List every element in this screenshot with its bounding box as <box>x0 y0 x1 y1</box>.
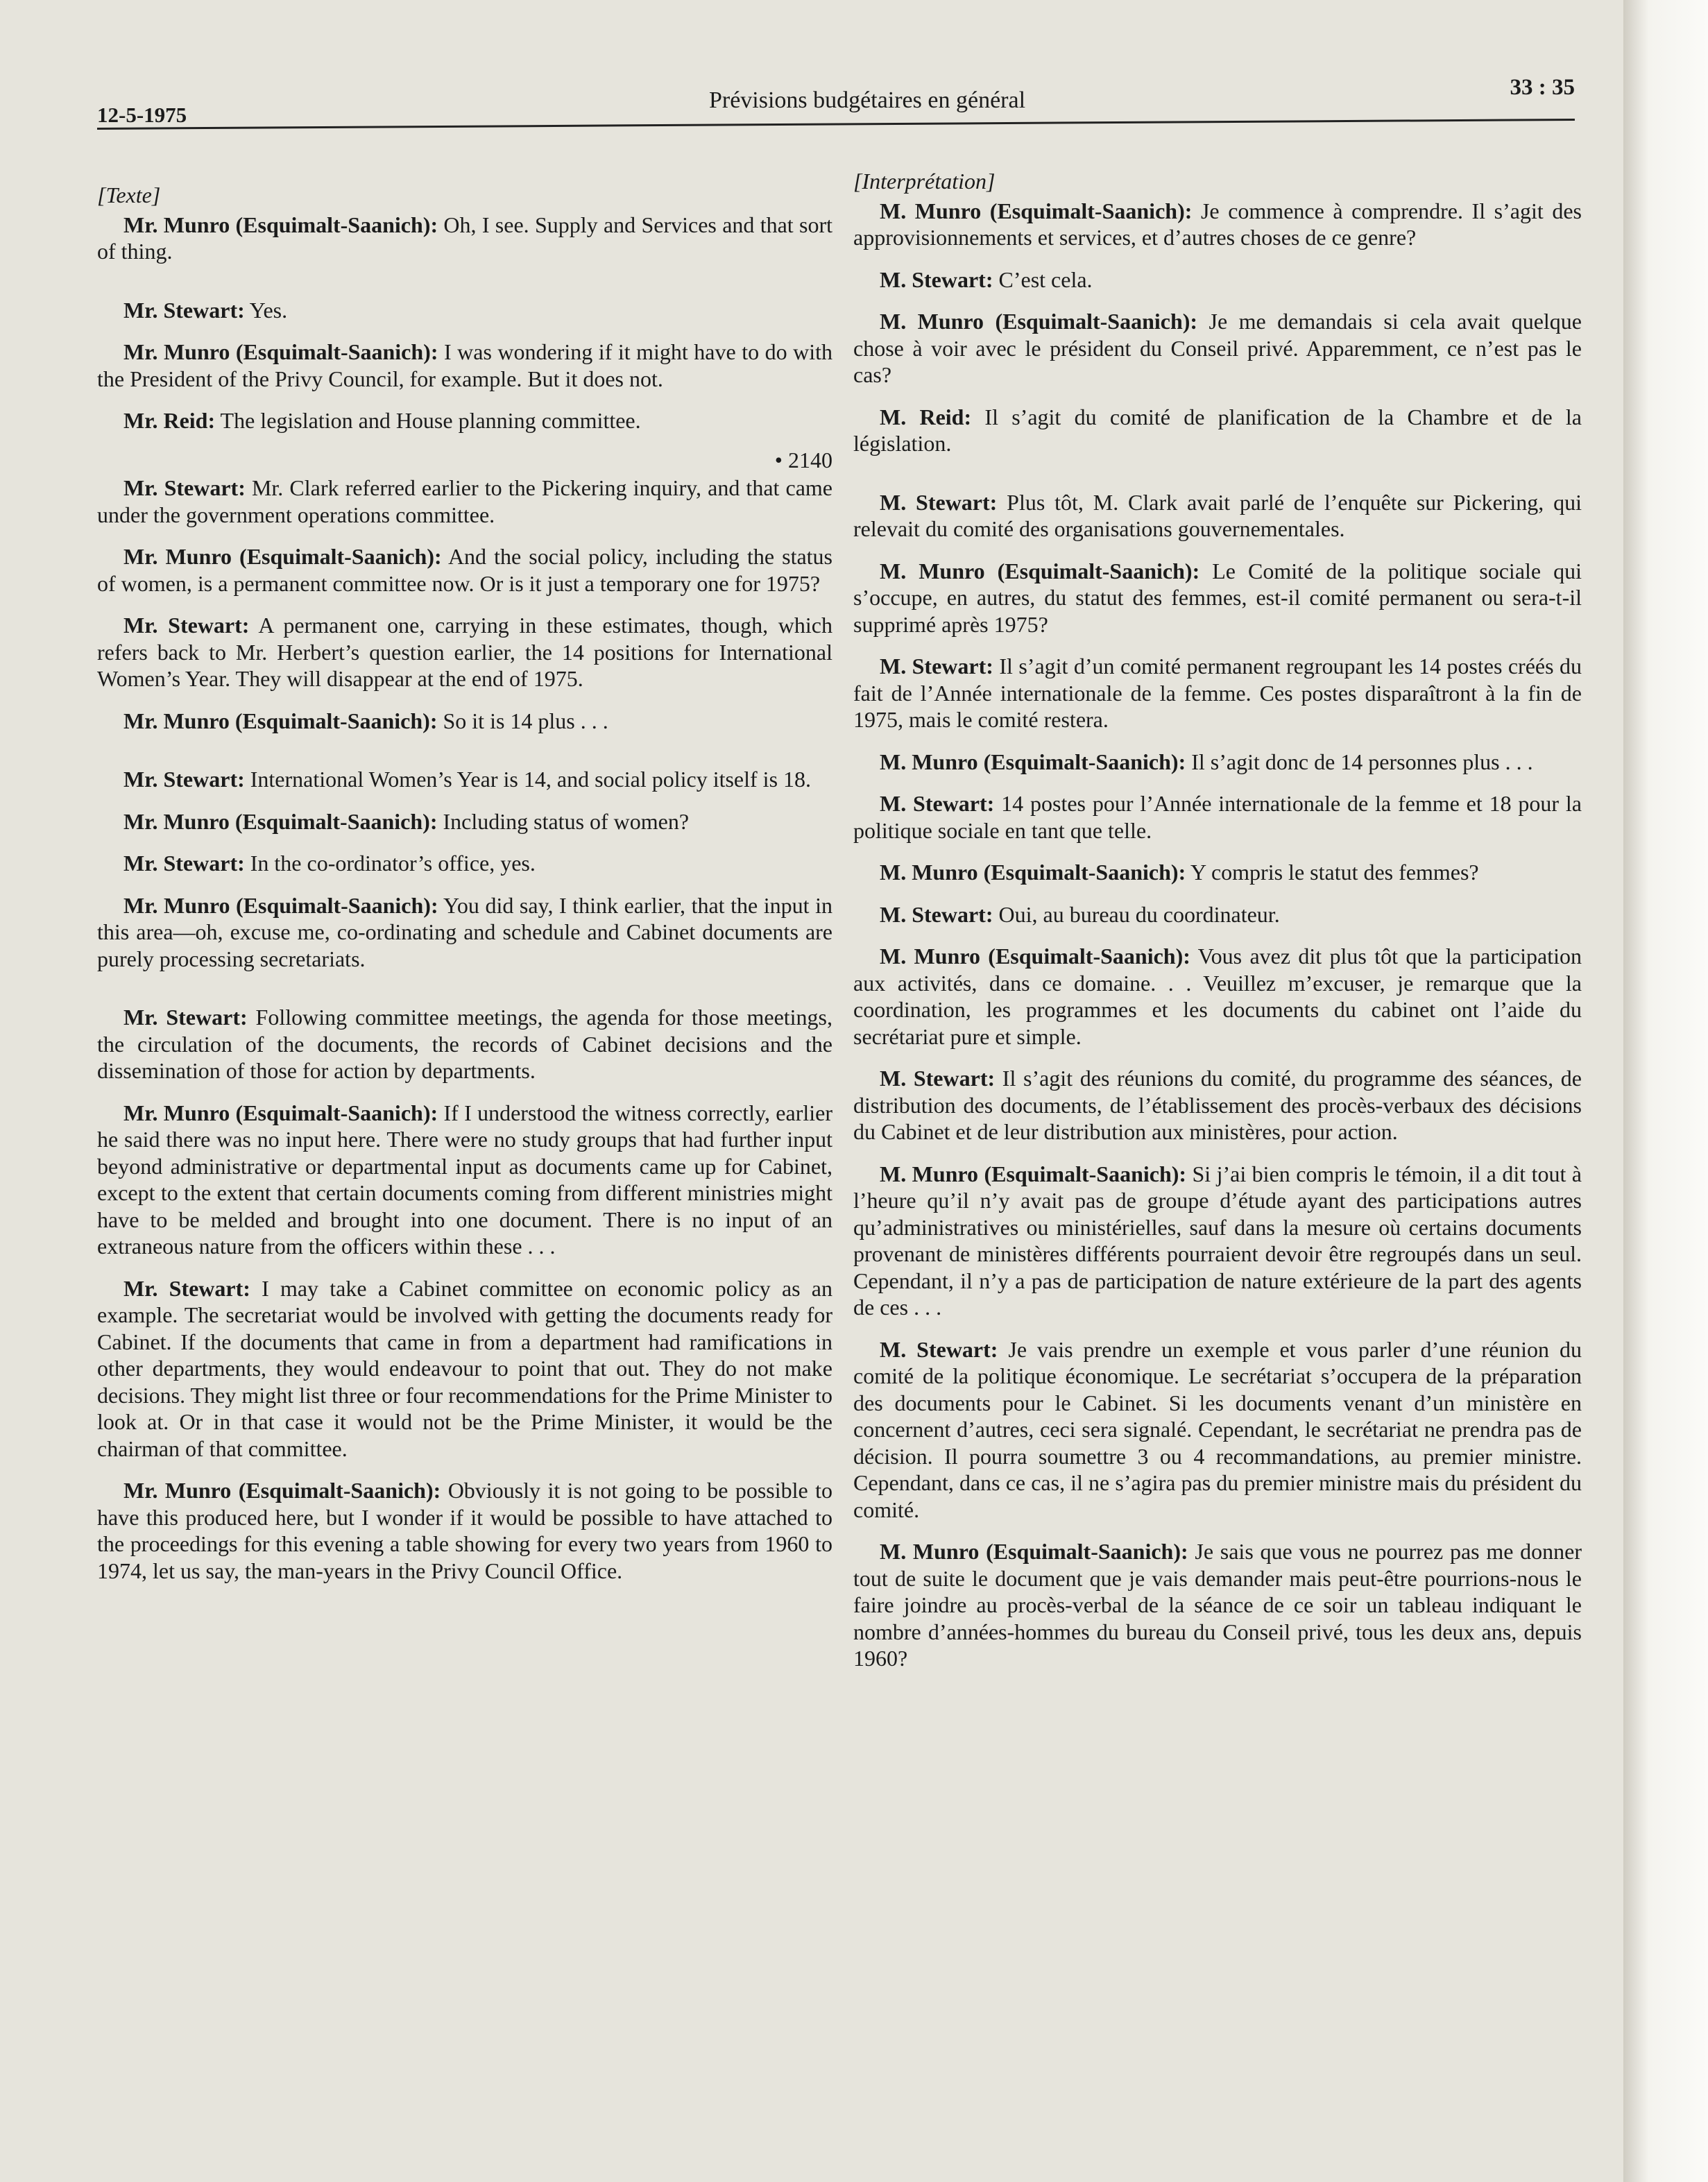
speech-paragraph <box>97 612 832 692</box>
speech-text: C’est cela. <box>993 266 1093 292</box>
speech-text: Obviously it is not going to be possible to have this produced here, but I wonder if it would be possible to have attached to the proceedings for this evening a table showing for every two years from 1960 to 1974, let us say, the man-years in the Privy Council Office. <box>97 1478 833 1583</box>
speaker: Mr. Munro (Esquimalt-Saanich): <box>123 212 438 237</box>
speaker: M. Munro (Esquimalt-Saanich): <box>880 749 1186 774</box>
speaker: Mr. Stewart: <box>123 1005 248 1030</box>
speech-text: So it is 14 plus . . . <box>437 708 608 733</box>
french-column <box>853 168 1582 1687</box>
speaker: Mr. Reid: <box>123 408 216 433</box>
speaker: Mr. Stewart: <box>123 613 250 638</box>
speech-text: International Women’s Year is 14, and social policy itself is 18. <box>244 767 812 792</box>
speech-paragraph <box>853 1336 1582 1524</box>
speech-paragraph <box>97 212 832 265</box>
speech-paragraph <box>853 790 1582 844</box>
speaker: M. Munro (Esquimalt-Saanich): <box>880 1539 1188 1564</box>
speaker: Mr. Stewart: <box>123 851 245 876</box>
speech-paragraph <box>853 859 1582 886</box>
speaker: M. Stewart: <box>880 1336 998 1362</box>
speech-paragraph <box>97 475 832 528</box>
speech-text: Y compris le statut des femmes? <box>1186 860 1479 885</box>
time-marker: • 2140 <box>774 447 832 472</box>
header-page-number: 33 : 35 <box>1510 75 1575 100</box>
speech-text: Yes. <box>244 297 288 323</box>
speaker: Mr. Munro (Esquimalt-Saanich): <box>123 339 438 364</box>
speech-text: Il s’agit d’un comité permanent regroupant les 14 postes créés du fait de l’Année internationale de la femme. Ces postes disparaîtront à la fin de 1975, mais le comité restera. <box>853 654 1582 732</box>
page-edge <box>1623 0 1708 2182</box>
speaker: Mr. Munro (Esquimalt-Saanich): <box>123 892 438 918</box>
speaker: Mr. Stewart: <box>123 1275 250 1301</box>
speech-text: I may take a Cabinet committee on economic policy as an example. The secretariat would be involved with getting the documents ready for Cabinet. If the documents that came in from a department had ramifications in other departments, they would endeavour to point that out. They do not make decisions. They might list three or four recommendations for the Prime Minister to look at. Or in that case it would not be the Prime Minister, it would be the chairman of that committee. <box>97 1275 833 1461</box>
speech-paragraph <box>853 404 1582 457</box>
speech-paragraph <box>853 266 1582 293</box>
page-header <box>97 75 1575 130</box>
speaker: M. Munro (Esquimalt-Saanich): <box>880 1161 1187 1186</box>
speech-text: You did say, I think earlier, that the input in this area—oh, excuse me, co-ordinating and schedule and Cabinet documents are purely processing secretariats. <box>97 892 833 971</box>
speaker: Mr. Munro (Esquimalt-Saanich): <box>123 544 442 569</box>
speech-paragraph <box>97 1275 832 1463</box>
speaker: M. Stewart: <box>880 266 993 292</box>
speech-text: In the co-ordinator’s office, yes. <box>244 851 536 876</box>
speech-paragraph <box>97 808 832 835</box>
header-title: Prévisions budgétaires en général <box>708 87 1026 113</box>
speaker: Mr. Stewart: <box>123 767 245 792</box>
speech-paragraph <box>853 1161 1582 1321</box>
speech-paragraph <box>853 1065 1582 1145</box>
speech-text: And the social policy, including the status of women, is a permanent committee now. Or is it just a temporary one for 1975? <box>97 544 833 596</box>
speaker: Mr. Munro (Esquimalt-Saanich): <box>123 1100 438 1125</box>
speech-paragraph <box>853 943 1582 1050</box>
speech-paragraph <box>853 489 1582 543</box>
speaker: M. Stewart: <box>880 489 998 515</box>
speech-text: Le Comité de la politique sociale qui s’occupe, en autres, du statut des femmes, est-il comité permanent ou sera-t-il supprimé après 1975? <box>853 558 1582 637</box>
speech-paragraph <box>97 892 832 973</box>
speech-text: Following committee meetings, the agenda for those meetings, the circulation of the documents, the records of Cabinet decisions and the dissemination of those for action by departments. <box>97 1005 833 1083</box>
speech-text: Il s’agit donc de 14 personnes plus . . . <box>1186 749 1533 774</box>
english-column <box>97 182 832 1599</box>
speaker: Mr. Stewart: <box>123 297 245 323</box>
speech-text: Oui, au bureau du coordinateur. <box>993 901 1280 927</box>
speech-text: Plus tôt, M. Clark avait parlé de l’enquête sur Pickering, qui relevait du comité des organisations gouvernementales. <box>853 489 1582 541</box>
speech-text: 14 postes pour l’Année internationale de la femme et 18 pour la politique sociale en tant que telle. <box>853 791 1582 843</box>
speech-paragraph <box>97 1004 832 1084</box>
speech-paragraph <box>97 850 832 877</box>
speaker: M. Munro (Esquimalt-Saanich): <box>880 944 1190 969</box>
speech-paragraph <box>97 543 832 597</box>
speech-text: The legislation and House planning committee. <box>215 408 641 433</box>
speech-text: I was wondering if it might have to do with the President of the Privy Council, for example. But it does not. <box>97 339 833 391</box>
speech-text: Je vais prendre un exemple et vous parler d’une réunion du comité de la politique économique. Le secrétariat s’occupera de la préparation des documents pour le Cabinet. Si les documents venant d’un ministère en concernent d’autres, ceci sera signalé. Cependant, le secrétariat ne prendra pas de décision. Il pourra soumettre 3 ou 4 recommandations, au premier ministre. Cependant, dans ce cas, il ne s’agira pas du premier ministre mais du président du comité. <box>853 1336 1582 1522</box>
speech-paragraph <box>853 1538 1582 1672</box>
speech-text: Mr. Clark referred earlier to the Pickering inquiry, and that came under the government operations committee. <box>97 475 833 527</box>
speech-paragraph <box>853 308 1582 389</box>
speech-text: Je commence à comprendre. Il s’agit des approvisionnements et services, et d’autres choses de ce genre? <box>853 198 1582 250</box>
speech-text: Oh, I see. Supply and Services and that sort of thing. <box>97 212 833 264</box>
speech-paragraph <box>853 198 1582 251</box>
speech-paragraph <box>97 708 832 735</box>
speaker: M. Munro (Esquimalt-Saanich): <box>880 198 1193 223</box>
speech-paragraph <box>97 1477 832 1584</box>
speech-text: Il s’agit des réunions du comité, du programme des séances, de distribution des documents, de l’établissement des procès-verbaux des décisions du Cabinet et de leur distribution aux ministères, pour action. <box>853 1066 1582 1144</box>
speech-text: Je sais que vous ne pourrez pas me donner tout de suite le document que je vais demander mais peut-être pourrions-nous le faire joindre au procès-verbal de la séance de ce soir un tableau indiquant le nombre d’années-hommes du bureau du Conseil privé, tous les deux ans, depuis 1960? <box>853 1539 1582 1671</box>
speaker: M. Stewart: <box>880 1066 996 1091</box>
speaker: M. Stewart: <box>880 901 993 927</box>
speech-paragraph <box>97 407 832 434</box>
speech-paragraph <box>853 558 1582 638</box>
speaker: Mr. Munro (Esquimalt-Saanich): <box>123 808 438 834</box>
speech-paragraph <box>97 1100 832 1260</box>
speech-paragraph <box>853 653 1582 733</box>
speech-text: A permanent one, carrying in these estimates, though, which refers back to Mr. Herbert’s question earlier, the 14 positions for International Women’s Year. They will disappear at the end of 1975. <box>97 613 833 691</box>
speaker: Mr. Stewart: <box>123 475 246 500</box>
speaker: M. Munro (Esquimalt-Saanich): <box>880 860 1186 885</box>
speech-text: If I understood the witness correctly, earlier he said there was no input here. There were no study groups that had further input beyond administrative or departmental input as documents came up for Cabinet, except to the extent that certain documents coming from different ministries might have to be melded and brought into one document. There is no input of an extraneous nature from the officers within these . . . <box>97 1100 833 1259</box>
speaker: Mr. Munro (Esquimalt-Saanich): <box>123 708 438 733</box>
language-tag: [Interprétation] <box>853 169 996 194</box>
speech-text: Si j’ai bien compris le témoin, il a dit tout à l’heure qu’il n’y avait pas de groupe d’étude ayant des participations autres qu’administratives ou ministérielles, sauf dans la mesure où certains documents provenant de ministères différents pourraient devoir être regroupés dans un seul. Cependant, il n’y a pas de participation de nature extérieure de la part des agents de ces . . . <box>853 1161 1582 1320</box>
header-date: 12-5-1975 <box>97 103 187 127</box>
speaker: M. Munro (Esquimalt-Saanich): <box>880 309 1198 334</box>
speaker: M. Reid: <box>880 404 972 429</box>
speaker: M. Munro (Esquimalt-Saanich): <box>880 558 1200 583</box>
speech-paragraph <box>853 901 1582 928</box>
speech-text: Vous avez dit plus tôt que la participation aux activités, dans ce domaine. . . Veuillez m’excuser, je remarque que la coordination, les programmes et les documents du cabinet ont l’aide du secrétariat pure et simple. <box>853 944 1582 1049</box>
speech-paragraph <box>97 297 832 324</box>
speaker: Mr. Munro (Esquimalt-Saanich): <box>123 1478 441 1503</box>
language-tag: [Texte] <box>97 182 161 207</box>
speaker: M. Stewart: <box>880 654 993 679</box>
speech-paragraph <box>97 766 832 793</box>
speech-paragraph <box>97 339 832 392</box>
speech-text: Je me demandais si cela avait quelque chose à voir avec le président du Conseil privé. Apparemment, ce n’est pas le cas? <box>853 309 1582 387</box>
speech-text: Including status of women? <box>437 808 690 834</box>
speech-paragraph <box>853 749 1582 776</box>
speaker: M. Stewart: <box>880 791 995 816</box>
speech-text: Il s’agit du comité de planification de la Chambre et de la législation. <box>853 404 1582 456</box>
